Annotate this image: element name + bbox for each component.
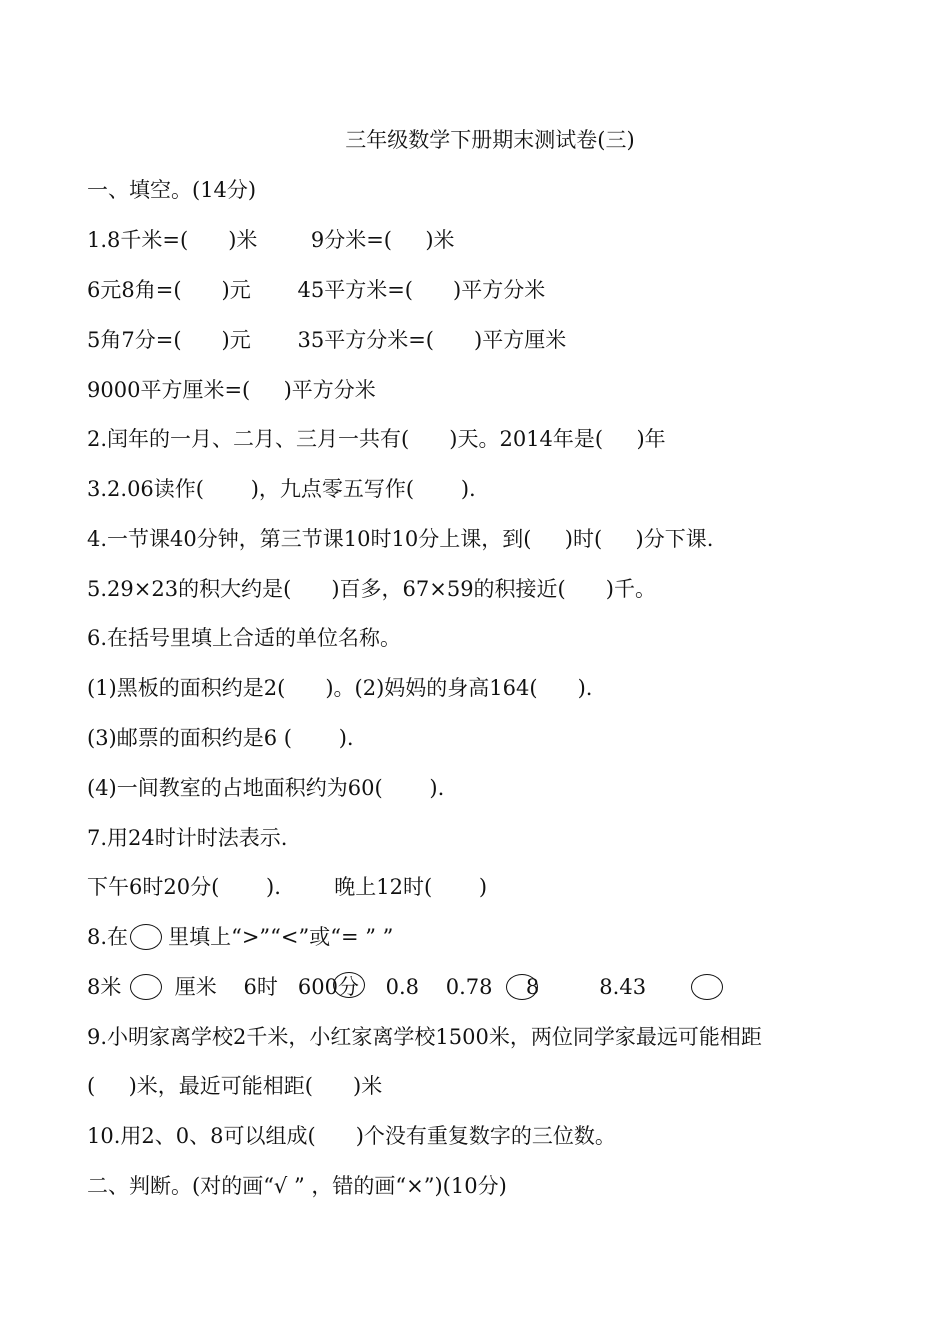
question-line: 6元8角=( )元 45平方米=( )平方分米: [87, 278, 546, 302]
question-line: (4)一间教室的占地面积约为60( ).: [87, 776, 445, 800]
question-line: 10.用2、0、8可以组成( )个没有重复数字的三位数。: [87, 1124, 616, 1148]
answer-circle[interactable]: [506, 974, 538, 1000]
page-title: 三年级数学下册期末测试卷(三): [345, 128, 635, 152]
answer-circle[interactable]: [130, 974, 162, 1000]
question-line: 1.8千米=( )米 9分米=( )米: [87, 228, 455, 252]
question-line: 4.一节课40分钟，第三节课10时10分上课，到( )时( )分下课.: [87, 527, 714, 551]
question-line: 9.小明家离学校2千米，小红家离学校1500米，两位同学家最远可能相距: [87, 1025, 762, 1049]
question-line: 下午6时20分( ). 晚上12时( ): [87, 875, 488, 899]
question-line: 5.29×23的积大约是( )百多，67×59的积接近( )千。: [87, 577, 656, 601]
question-line: (3)邮票的面积约是6 ( ).: [87, 726, 354, 750]
question-line: 9000平方厘米=( )平方分米: [87, 378, 376, 402]
answer-circle[interactable]: [333, 972, 365, 998]
question-line: 8.在 里填上“>”“<”或“= ” ”: [87, 925, 394, 949]
question-line: 3.2.06读作( )，九点零五写作( ).: [87, 477, 476, 501]
question-line: 2.闰年的一月、二月、三月一共有( )天。2014年是( )年: [87, 427, 666, 451]
section-1-heading: 一、填空。(14分): [87, 178, 257, 202]
question-line: ( )米，最近可能相距( )米: [87, 1074, 383, 1098]
question-line: 6.在括号里填上合适的单位名称。: [87, 626, 402, 650]
question-line: 5角7分=( )元 35平方分米=( )平方厘米: [87, 328, 567, 352]
answer-circle[interactable]: [691, 974, 723, 1000]
section-2-heading: 二、判断。(对的画“√ ” ，错的画“×”)(10分): [87, 1174, 507, 1198]
question-line: 7.用24时计时法表示.: [87, 826, 288, 850]
question-line: (1)黑板的面积约是2( )。(2)妈妈的身高164( ).: [87, 676, 593, 700]
question-line: 8米 厘米 6时 600分 0.8 0.78 8 8.43: [87, 975, 647, 999]
answer-circle[interactable]: [130, 924, 162, 950]
